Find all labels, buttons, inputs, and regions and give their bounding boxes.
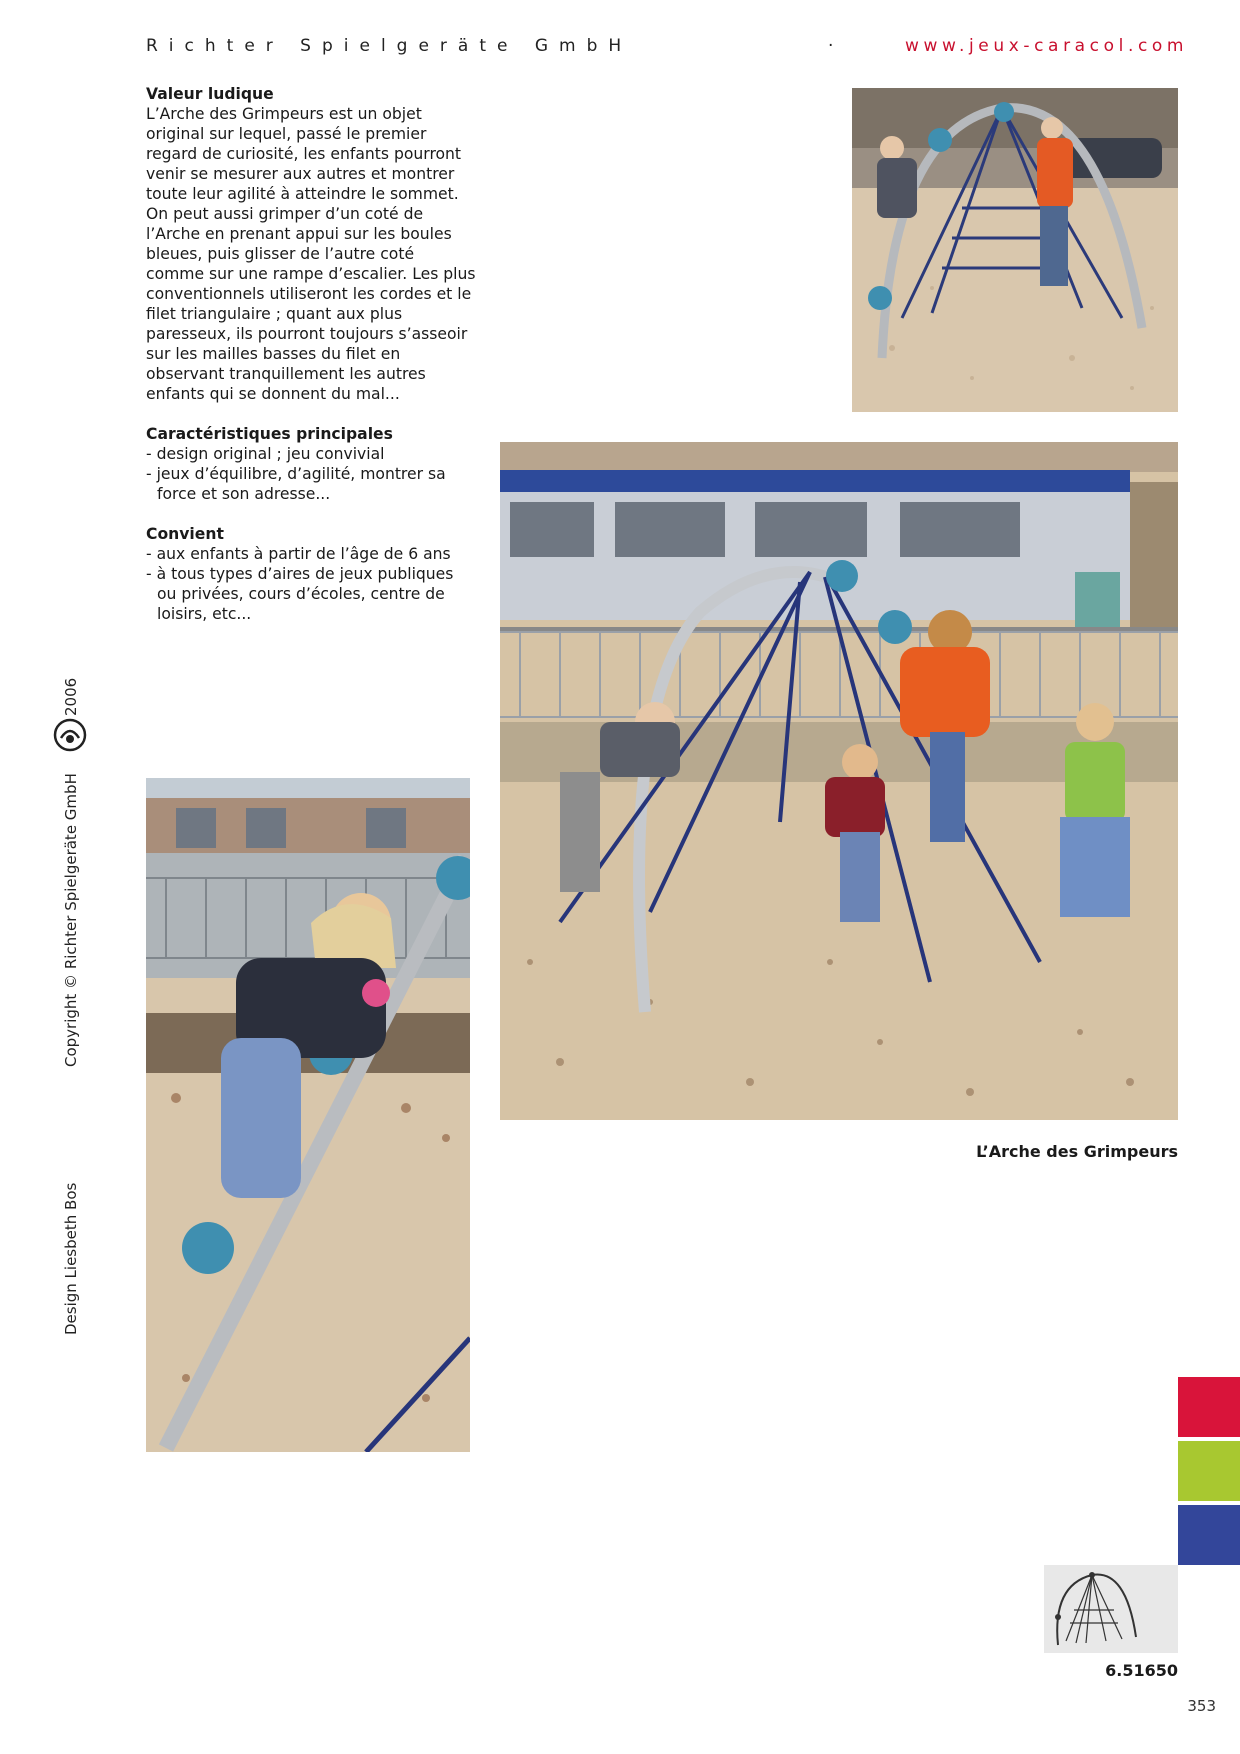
copyright-notice: Copyright © Richter Spielgeräte GmbH [62,773,80,1067]
photo-caption: L’Arche des Grimpeurs [976,1142,1178,1161]
list-item: - jeux d’équilibre, d’agilité, montrer sa force et son adresse... [146,465,446,503]
copyright-year: 2006 [62,677,80,716]
model-number: 6.51650 [1105,1661,1178,1680]
section-title-caracteristiques: Caractéristiques principales [146,425,393,443]
list-item: - design original ; jeu convivial [146,445,385,463]
color-tab-green [1178,1441,1240,1501]
color-tab-red [1178,1377,1240,1437]
page-number: 353 [1187,1697,1216,1715]
company-name: Richter Spielgeräte GmbH [146,36,633,56]
website-url[interactable]: www.jeux-caracol.com [905,36,1189,56]
list-item: - à tous types d’aires de jeux publiques ou privées, cours d’écoles, centre de loisirs, etc... [146,565,454,623]
copyright-logo-icon [53,718,87,752]
section-title-convient: Convient [146,525,224,543]
color-tab-blue [1178,1505,1240,1565]
list-caracteristiques [146,444,476,504]
list-convient [146,544,476,624]
section-title-valeur: Valeur ludique [146,85,274,103]
photo-arch-main [500,442,1178,1120]
list-item: - aux enfants à partir de l’âge de 6 ans [146,545,451,563]
product-description [146,84,476,624]
section-body-valeur: L’Arche des Grimpeurs est un objet original sur lequel, passé le premier regard de curiosité, les enfants pourront venir se mesurer aux autres et montrer toute leur agilité à atteindre le sommet. On peut aussi grimper d’un coté de l’Arche en prenant appui sur les boules bleues, puis glisser de l’autre coté comme sur une rampe d’escalier. Les plus conventionnels utiliseront les cordes et le filet triangulaire ; quant aux plus paresseux, ils pourront toujours s’asseoir sur les mailles basses du filet en observant tranquillement les autres enfants qui se donnent du mal... [146,105,476,403]
photo-arch-top [852,88,1178,412]
photo-girl-climbing [146,778,470,1452]
header-separator: · [828,36,845,56]
designer-credit: Design Liesbeth Bos [62,1182,80,1335]
product-diagram-icon [1044,1565,1178,1653]
